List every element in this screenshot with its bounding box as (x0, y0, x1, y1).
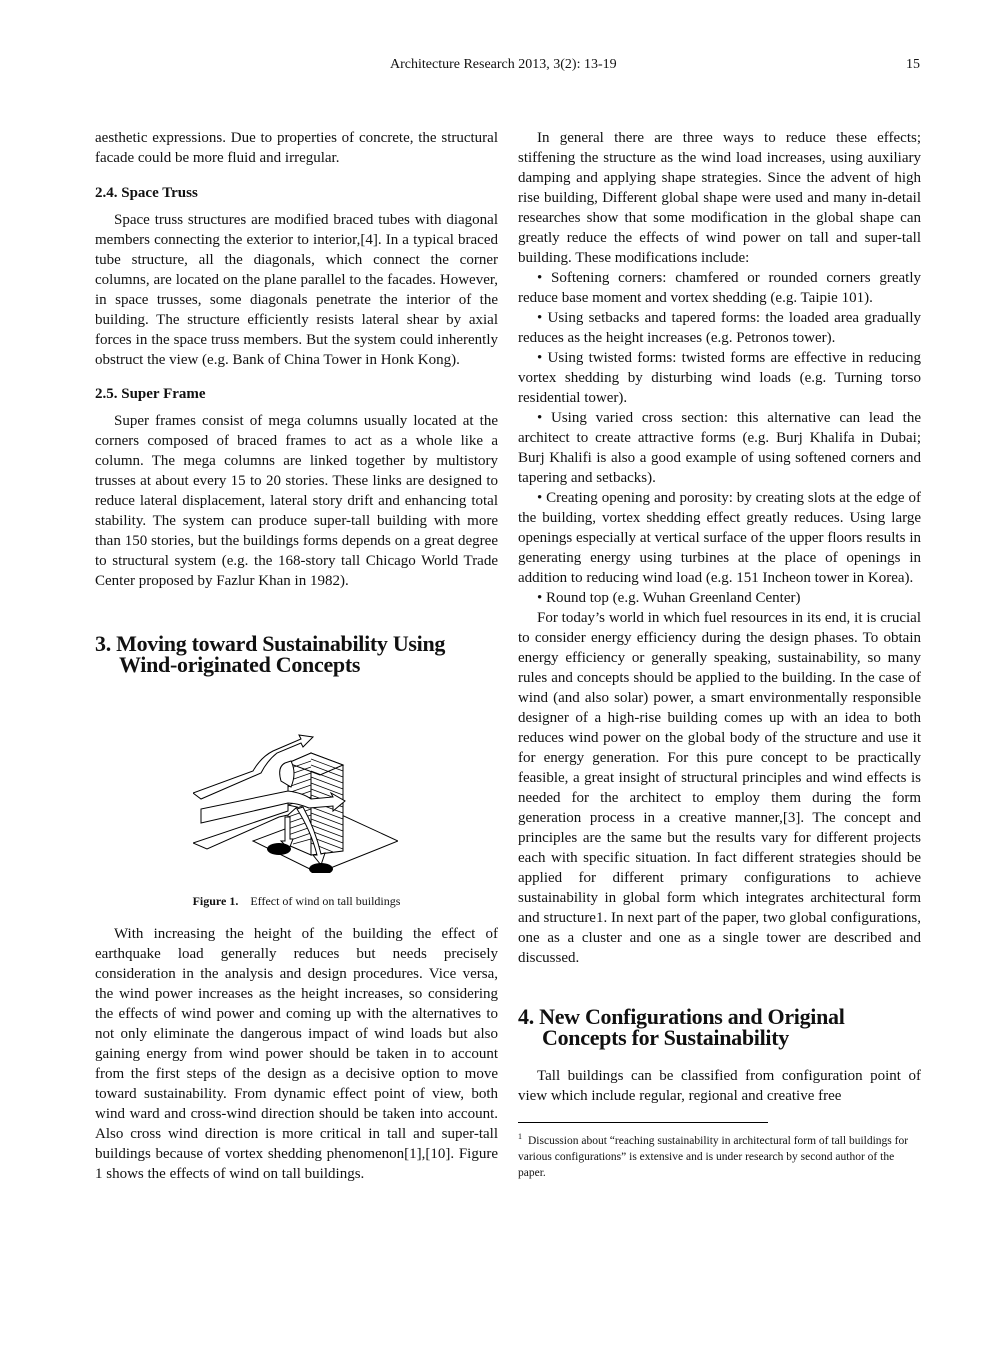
section-3-paragraph: With increasing the height of the building the effect of earthquake load generally reduces but needs precisely consideration in the analysis and design procedures. Vice versa, the wind power increases as the height increases, so considering the effects of wind power and coming up with the alternatives to not only eliminate the dangerous impact of wind loads but also gaining energy from wind power should be taken in to account from the first steps of the design as a decisive option to move toward sustainability. From dynamic effect point of view, both wind ward and cross-wind direction should be taken into account. Also cross wind direction is more critical in tall and super-tall buildings because of vortex shedding phenomenon[1],[10]. Figure 1 shows the effects of wind on tall buildings. (95, 926, 498, 1182)
footnote-divider (518, 1122, 768, 1123)
vortex-left (267, 843, 291, 855)
section-4-heading: 4. New Configurations and Original Concepts for Sustainability (518, 1004, 845, 1050)
bullet-softening-corners: • Softening corners: chamfered or rounded corners greatly reduce base moment and vortex shedding (e.g. Taipie 101). (518, 270, 921, 306)
shape-strategies-paragraph: In general there are three ways to reduce these effects; stiffening the structure as the wind load increases, using auxiliary damping and applying shape strategies. Since the advent of high rise building, Different global shape were used and many in-detail researches show that some modification in the global shape can greatly reduce the effects of wind power on tall and super-tall building. These modifications include: (518, 130, 921, 266)
section-2-4-heading: 2.4. Space Truss (95, 185, 198, 201)
journal-citation: Architecture Research 2013, 3(2): 13-19 (390, 57, 617, 72)
energy-efficiency-paragraph: For today’s world in which fuel resources in its end, it is crucial to consider energy efficiency during the design phases. To obtain energy efficiency or generally speaking, sustainability, so many rules and concepts should be applied to the building. In the case of wind (and also solar) power, a smart environmentally responsible designer of a high-rise building comes up with an idea to both reduces wind power on the global body of the structure and use it for energy generation. For this pure concept to be practically feasible, a great insight of structural principles and wind effects is needed for the architect to employ them during the form generation process in a creative manner,[3]. The concept and principles are the same but the results vary for different projects each with specific situation. In fact different strategies should be applied for different primary configurations to achieve sustainability in global form which integrates architectural form and structure1. In next part of the paper, two global configurations, one as a cluster and one as a single tower are described and discussed. (518, 610, 921, 966)
left-column (95, 128, 498, 1184)
bullet-varied-cross-section: • Using varied cross section: this alternative can lead the architect to create attractive forms (e.g. Burj Khalifa in Dubai; Burj Khalifi is also a good example of using softened corners and tapering and setbacks). (518, 410, 921, 486)
right-column (518, 128, 921, 1181)
bullet-round-top: • Round top (e.g. Wuhan Greenland Center) (537, 590, 801, 606)
wind-on-building-illustration (193, 723, 398, 873)
section-3-heading: 3. Moving toward Sustainability Using Wind-originated Concepts (95, 631, 446, 677)
bullet-setbacks-tapered: • Using setbacks and tapered forms: the loaded area gradually reduces as the height increases (e.g. Petronos tower). (518, 310, 921, 346)
bullet-opening-porosity: • Creating opening and porosity: by creating slots at the edge of the building, vortex shedding effect greatly reduces. Using large openings especially at vertical surface of the upper floors results in generating energy using turbines at the place of openings in addition to reducing wind load (e.g. 151 Incheon tower in Korea). (518, 490, 921, 586)
footnote (518, 1129, 921, 1181)
section-2-5-paragraph: Super frames consist of mega columns usually located at the corners composed of braced frames to act as a whole like a column. The mega columns are linked together by multistory trusses at about every 15 to 20 stories. These links are designed to reduce lateral displacement, lateral story drift and enhancing total stability. The system can produce super-tall building with more than 150 stories, but the buildings forms depends on a great degree to structural system (e.g. the 168-story tall Chicago World Trade Center proposed by Fazlur Khan in 1982). (95, 413, 498, 589)
figure-label: Figure 1. (192, 894, 239, 908)
figure-1 (95, 723, 498, 911)
vortex-right (309, 863, 333, 873)
page-number: 15 (906, 57, 920, 72)
section-2-5-heading: 2.5. Super Frame (95, 386, 206, 402)
figure-caption-text: Effect of wind on tall buildings (250, 894, 401, 908)
footnote-text: Discussion about “reaching sustainability in architectural form of tall buildings for various configurations” is extensive and is under research by second author of the paper. (518, 1134, 909, 1179)
footnote-marker: 1 (518, 1132, 522, 1141)
bullet-twisted-forms: • Using twisted forms: twisted forms are effective in reducing vortex shedding by disturbing wind loads (e.g. Turning torso residential tower). (518, 350, 921, 406)
intro-paragraph: aesthetic expressions. Due to properties of concrete, the structural facade could be more fluid and irregular. (95, 130, 498, 166)
figure-1-caption (95, 891, 498, 911)
running-header (0, 57, 993, 77)
section-2-4-paragraph: Space truss structures are modified braced tubes with diagonal members connecting the exterior to interior,[4]. In a typical braced tube structure, all the diagonals, which connect the corner columns, are located on the plane parallel to the facades. However, in space trusses, some diagonals penetrate the interior of the building. The structure efficiently resists lateral shear by axial forces in the space truss members. But the system could inherently obstruct the view (e.g. Bank of China Tower in Honk Kong). (95, 212, 498, 368)
section-4-paragraph: Tall buildings can be classified from configuration point of view which include regular, regional and creative free (518, 1068, 921, 1104)
